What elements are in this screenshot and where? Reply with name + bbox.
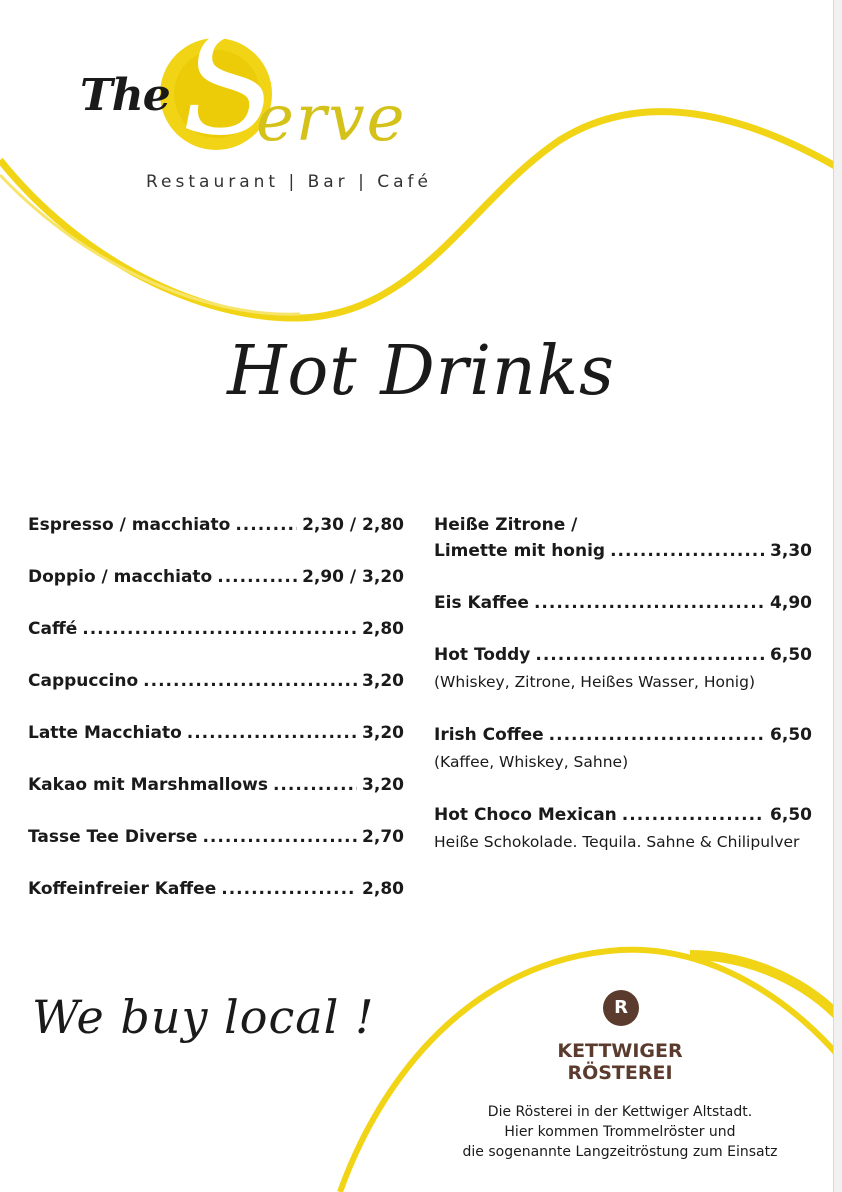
menu-item: [434, 590, 812, 616]
menu-item-price: 6,50: [770, 645, 812, 665]
menu-item-block: [434, 802, 812, 856]
page-title: Hot Drinks: [227, 332, 615, 411]
menu-item-price: 2,80: [362, 619, 404, 639]
menu-item: [434, 538, 812, 564]
roaster-info-line1: Die Rösterei in der Kettwiger Altstadt.: [487, 1104, 753, 1120]
menu-item-description: (Whiskey, Zitrone, Heißes Wasser, Honig): [434, 673, 755, 691]
logo-erve: erve: [256, 82, 407, 156]
menu-item: [28, 824, 404, 850]
menu-item: [434, 802, 812, 828]
menu-item: [28, 772, 404, 798]
menu-item: [28, 616, 404, 642]
dot-leader: [534, 590, 765, 616]
roaster-name-line1: KETTWIGER: [557, 1040, 683, 1062]
menu-item-price: 2,70: [362, 827, 404, 847]
dot-leader: [202, 824, 357, 850]
dot-leader: [235, 512, 297, 538]
menu-item-price: 3,20: [362, 671, 404, 691]
menu-item-price: 6,50: [770, 805, 812, 825]
menu-item-name: Tasse Tee Diverse: [28, 827, 198, 847]
roaster-logo-icon: R: [603, 990, 639, 1026]
dot-leader: [549, 722, 765, 748]
menu-item-name: Eis Kaffee: [434, 593, 529, 613]
restaurant-logo: [70, 4, 470, 200]
menu-item-price: 3,20: [362, 775, 404, 795]
menu-item-name: Kakao mit Marshmallows: [28, 775, 268, 795]
menu-item: [28, 720, 404, 746]
menu-item-name: Koffeinfreier Kaffee: [28, 879, 217, 899]
menu-item: [434, 642, 812, 668]
menu-item-name: Cappuccino: [28, 671, 139, 691]
menu-item-name: Espresso / macchiato: [28, 515, 231, 535]
dot-leader: [221, 876, 357, 902]
dot-leader: [82, 616, 357, 642]
menu-item-name: Doppio / macchiato: [28, 567, 213, 587]
menu-item-price: 3,30: [770, 541, 812, 561]
dot-leader: [535, 642, 765, 668]
menu-item: [434, 722, 812, 748]
menu-item-block: [434, 722, 812, 776]
menu-item: [28, 876, 404, 902]
dot-leader: [610, 538, 765, 564]
menu-item-name: Limette mit honig: [434, 541, 606, 561]
slogan: We buy local !: [32, 990, 375, 1044]
menu-item-block: [434, 512, 812, 564]
menu-item: [28, 512, 404, 538]
dot-leader: [143, 668, 357, 694]
menu-item-price: 4,90: [770, 593, 812, 613]
roaster-name-line2: RÖSTEREI: [567, 1062, 673, 1084]
menu-item-description: (Kaffee, Whiskey, Sahne): [434, 753, 629, 771]
menu-item-name: Hot Choco Mexican: [434, 805, 617, 825]
menu-item: [28, 668, 404, 694]
dot-leader: [622, 802, 765, 828]
menu-item-name: Caffé: [28, 619, 78, 639]
roaster-info: [420, 1102, 820, 1162]
menu-item-name-line1: Heiße Zitrone /: [434, 515, 578, 535]
menu-item-price: 2,30 / 2,80: [302, 515, 404, 535]
logo-the: The: [80, 70, 170, 121]
roaster-info-line2: Hier kommen Trommelröster und: [504, 1124, 736, 1140]
roaster-name: [520, 1040, 720, 1084]
menu-item-price: 2,80: [362, 879, 404, 899]
dot-leader: [273, 772, 357, 798]
roaster-info-line3: die sogenannte Langzeitröstung zum Einsatz: [462, 1144, 778, 1160]
page-edge: [833, 0, 842, 1192]
dot-leader: [187, 720, 357, 746]
menu-column-right: [434, 512, 812, 882]
menu-item-block: [434, 642, 812, 696]
logo-s: S: [182, 4, 278, 167]
menu-item-description: Heiße Schokolade. Tequila. Sahne & Chilipulver: [434, 833, 800, 851]
menu-item-name: Latte Macchiato: [28, 723, 182, 743]
menu-item-price: 2,90 / 3,20: [302, 567, 404, 587]
menu-item-block: [434, 590, 812, 616]
menu-item-price: 3,20: [362, 723, 404, 743]
menu-item-price: 6,50: [770, 725, 812, 745]
menu-item-name: Irish Coffee: [434, 725, 544, 745]
dot-leader: [217, 564, 297, 590]
menu-column-left: [28, 512, 404, 928]
menu-item: [28, 564, 404, 590]
menu-item-name: Hot Toddy: [434, 645, 531, 665]
logo-subtitle: Restaurant | Bar | Café: [146, 172, 432, 192]
